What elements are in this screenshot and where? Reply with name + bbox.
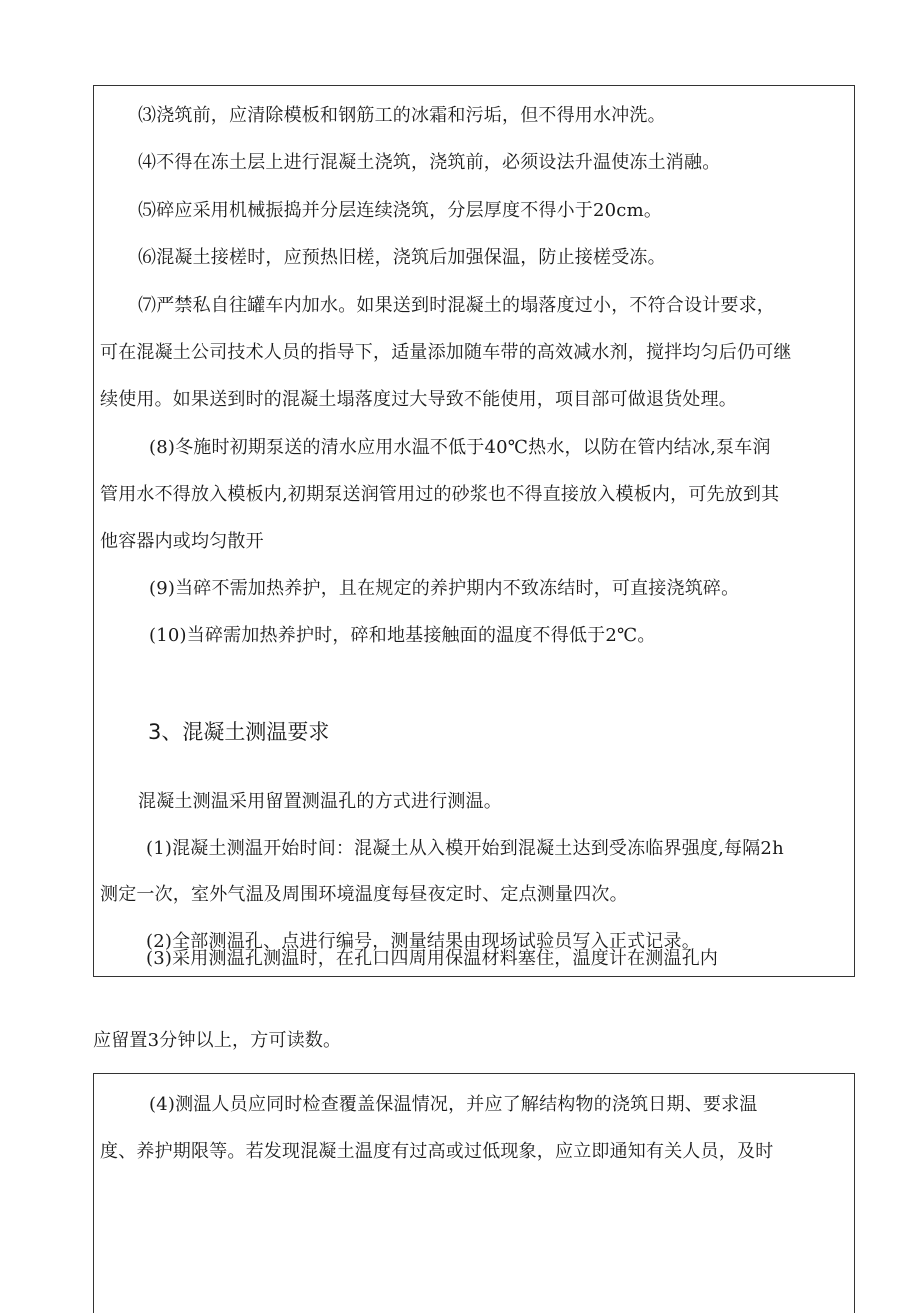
item-8-line-2: 管用水不得放入模板内,初期泵送润管用过的砂浆也不得直接放入模板内，可先放到其 — [100, 484, 780, 505]
item-8-line-1: (8)冬施时初期泵送的清水应用水温不低于40℃热水，以防在管内结冰,泵车润 — [149, 437, 771, 458]
item-6-joint-preheat: ⑹混凝土接槎时，应预热旧槎，浇筑后加强保温，防止接槎受冻。 — [138, 247, 666, 268]
item-7-line-1: ⑺严禁私自往罐车内加水。如果送到时混凝土的塌落度过小，不符合设计要求， — [138, 295, 775, 316]
section-3-intro: 混凝土测温采用留置测温孔的方式进行测温。 — [138, 791, 502, 812]
item-5-vibration-layers: ⑸碎应采用机械振捣并分层连续浇筑，分层厚度不得小于20cm。 — [138, 200, 663, 221]
temp-item-3-hole-method: (3)采用测温孔测温时，在孔口四周用保温材料塞住，温度计在测温孔内 — [146, 948, 719, 969]
temp-item-4-line-2: 度、养护期限等。若发现混凝土温度有过高或过低现象，应立即通知有关人员，及时 — [100, 1141, 774, 1162]
section-3-heading: 3、混凝土测温要求 — [148, 720, 330, 744]
item-9-no-heating: (9)当碎不需加热养护，且在规定的养护期内不致冻结时，可直接浇筑碎。 — [149, 578, 740, 599]
item-10-heating: (10)当碎需加热养护时，碎和地基接触面的温度不得低于2℃。 — [149, 625, 656, 646]
temp-item-1-line-1: (1)混凝土测温开始时间：混凝土从入模开始到混凝土达到受冻临界强度,每隔2h — [146, 838, 784, 859]
temp-item-1-line-2: 测定一次，室外气温及周围环境温度每昼夜定时、定点测量四次。 — [100, 884, 628, 905]
item-7-line-3: 续使用。如果送到时的混凝土塌落度过大导致不能使用，项目部可做退货处理。 — [100, 389, 737, 410]
item-4-frozen-soil: ⑷不得在冻土层上进行混凝土浇筑，浇筑前，必须设法升温使冻土消融。 — [138, 152, 721, 173]
item-7-line-2: 可在混凝土公司技术人员的指导下，适量添加随车带的高效减水剂，搅拌均匀后仍可继 — [100, 342, 792, 363]
temp-item-4-line-1: (4)测温人员应同时检查覆盖保温情况，并应了解结构物的浇筑日期、要求温 — [149, 1094, 758, 1115]
temp-item-2-numbering: (2)全部测温孔、点进行编号，测量结果由现场试验员写入正式记录。 — [146, 931, 700, 952]
item-8-line-3: 他容器内或均匀散开 — [100, 531, 264, 552]
temp-item-3-continuation: 应留置3分钟以上，方可读数。 — [93, 1030, 342, 1051]
item-3-pouring-clean: ⑶浇筑前，应清除模板和钢筋工的冰霜和污垢，但不得用水冲洗。 — [138, 105, 666, 126]
